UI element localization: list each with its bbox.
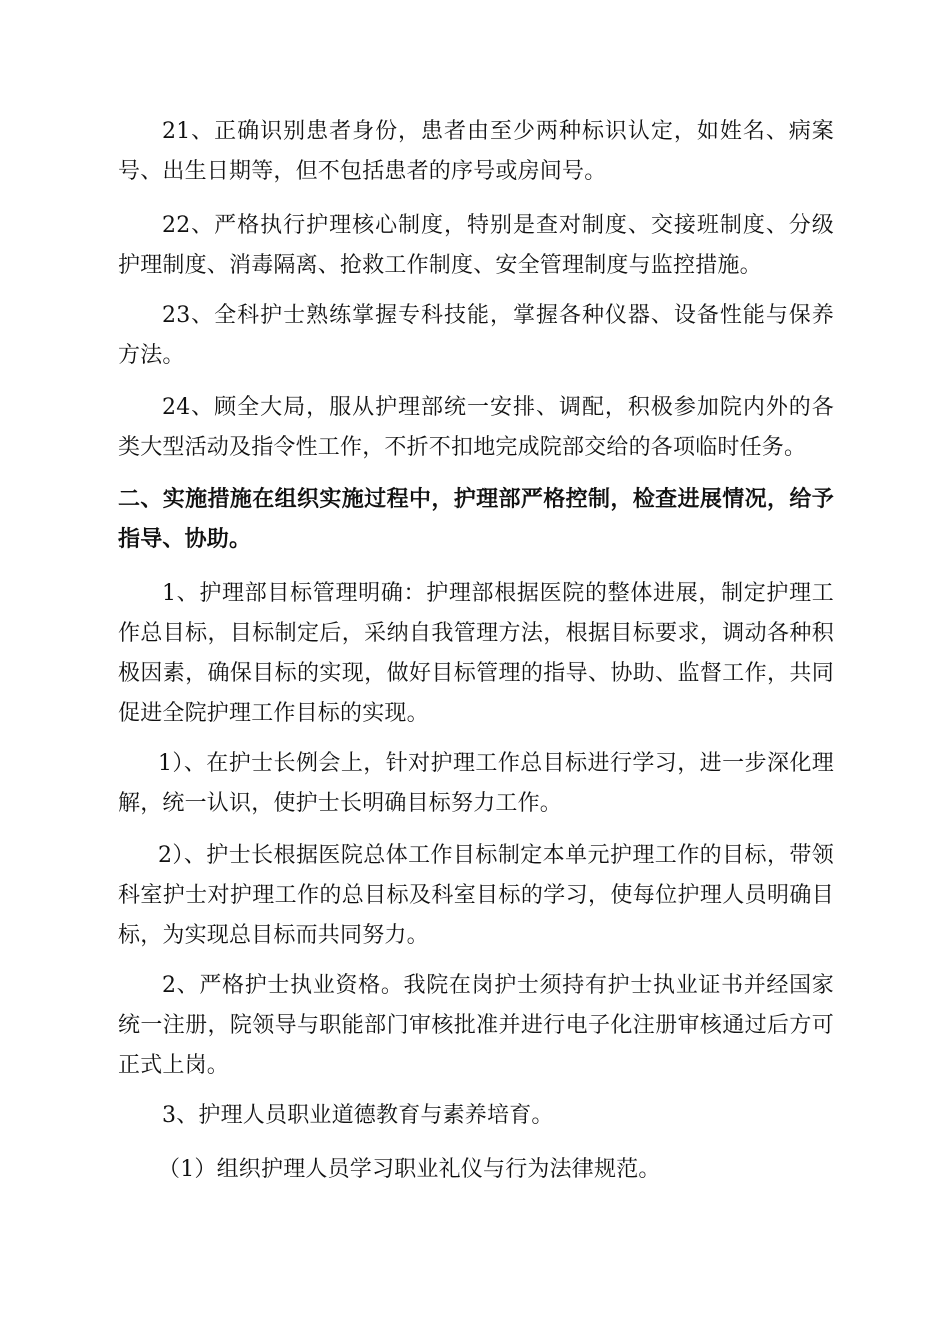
paragraph-item-23: 23、全科护士熟练掌握专科技能，掌握各种仪器、设备性能与保养方法。 xyxy=(118,303,834,368)
paragraph-item-24: 24、顾全大局，服从护理部统一安排、调配，积极参加院内外的各类大型活动及指令性工作，不折不扣地完成院部交给的各项临时任务。 xyxy=(118,395,834,460)
paragraph-item-21: 21、正确识别患者身份，患者由至少两种标识认定，如姓名、病案号、出生日期等，但不包括患者的序号或房间号。 xyxy=(118,119,834,184)
paragraph-measure-1: 1、护理部目标管理明确：护理部根据医院的整体进展，制定护理工作总目标，目标制定后，采纳自我管理方法，根据目标要求，调动各种积极因素，确保目标的实现，做好目标管理的指导、协助、监督工作，共同促进全院护理工作目标的实现。 xyxy=(118,581,834,726)
paragraph-measure-3: 3、护理人员职业道德教育与素养培育。 xyxy=(162,1103,554,1128)
paragraph-measure-2: 2、严格护士执业资格。我院在岗护士须持有护士执业证书并经国家统一注册，院领导与职能部门审核批准并进行电子化注册审核通过后方可正式上岗。 xyxy=(118,973,834,1078)
paragraph-item-22: 22、严格执行护理核心制度，特别是查对制度、交接班制度、分级护理制度、消毒隔离、抢救工作制度、安全管理制度与监控措施。 xyxy=(118,213,834,278)
paragraph-measure-3-sub-1: （1）组织护理人员学习职业礼仪与行为法律规范。 xyxy=(158,1157,661,1182)
section-heading-implementation: 二、实施措施在组织实施过程中，护理部严格控制，检查进展情况，给予指导、协助。 xyxy=(118,487,834,552)
paragraph-measure-1-sub-1: 1）、在护士长例会上，针对护理工作总目标进行学习，进一步深化理解，统一认识，使护士长明确目标努力工作。 xyxy=(118,751,834,816)
paragraph-measure-1-sub-2: 2）、护士长根据医院总体工作目标制定本单元护理工作的目标，带领科室护士对护理工作的总目标及科室目标的学习，使每位护理人员明确目标，为实现总目标而共同努力。 xyxy=(118,843,834,948)
